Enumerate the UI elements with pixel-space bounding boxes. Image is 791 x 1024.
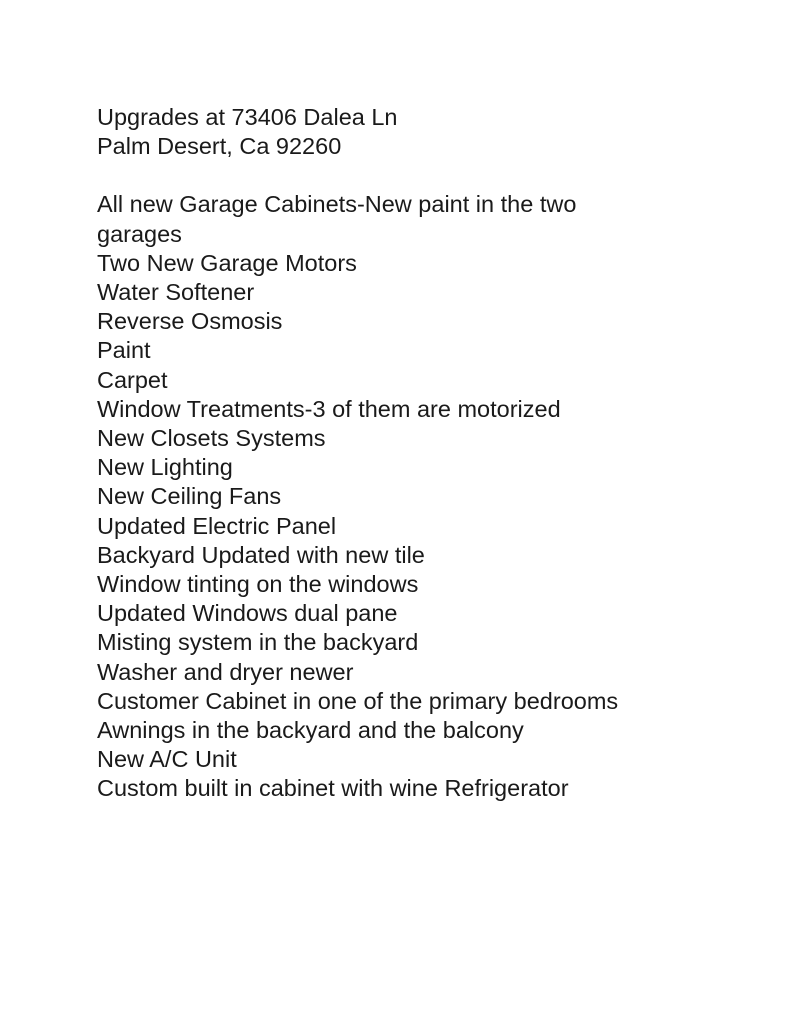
list-item: Washer and dryer newer bbox=[97, 658, 354, 685]
address-block bbox=[97, 103, 757, 161]
list-item: Window Treatments-3 of them are motorized bbox=[97, 395, 561, 422]
upgrades-list bbox=[97, 190, 757, 803]
list-item: Window tinting on the windows bbox=[97, 571, 419, 598]
list-item: Misting system in the backyard bbox=[97, 629, 419, 656]
list-item: Updated Windows dual pane bbox=[97, 600, 398, 627]
list-item: Custom built in cabinet with wine Refrigerator bbox=[97, 775, 569, 802]
list-item: Awnings in the backyard and the balcony bbox=[97, 717, 524, 744]
list-item: New Lighting bbox=[97, 454, 233, 481]
list-item: Reverse Osmosis bbox=[97, 308, 283, 335]
list-item: Water Softener bbox=[97, 279, 255, 306]
list-item: Backyard Updated with new tile bbox=[97, 541, 425, 568]
list-item: All new Garage Cabinets-New paint in the two bbox=[97, 191, 577, 218]
list-item: garages bbox=[97, 220, 182, 247]
document-subtitle-city: Palm Desert, Ca 92260 bbox=[97, 133, 342, 160]
list-item: Updated Electric Panel bbox=[97, 512, 337, 539]
list-item: New Ceiling Fans bbox=[97, 483, 282, 510]
list-item: New A/C Unit bbox=[97, 746, 237, 773]
list-item: Carpet bbox=[97, 366, 168, 393]
list-item: New Closets Systems bbox=[97, 425, 326, 452]
list-item: Customer Cabinet in one of the primary bedrooms bbox=[97, 687, 619, 714]
document-title: Upgrades at 73406 Dalea Ln bbox=[97, 104, 398, 130]
list-item: Paint bbox=[97, 337, 151, 364]
list-item: Two New Garage Motors bbox=[97, 249, 357, 276]
document-content bbox=[97, 103, 757, 804]
